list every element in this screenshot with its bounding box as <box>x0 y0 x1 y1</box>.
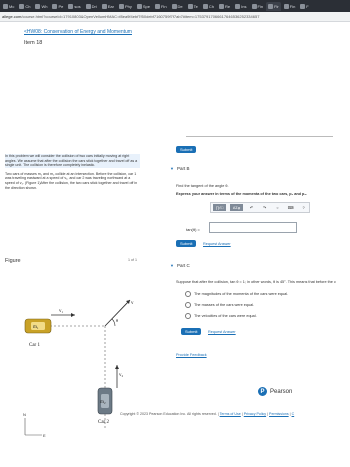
math-toolbar <box>210 202 310 213</box>
contact-link[interactable]: C <box>291 412 295 416</box>
reset-icon[interactable]: ○ <box>276 205 279 210</box>
figure-label: Figure <box>5 258 21 264</box>
browser-tab-bar <box>0 0 350 12</box>
car2-velocity-arrowhead <box>115 365 119 369</box>
browser-tab-label: Pe <box>58 3 64 9</box>
option-label: The velocities of the cars were equal. <box>194 314 257 318</box>
option-row[interactable] <box>185 291 288 297</box>
favicon-icon <box>119 4 124 9</box>
url-path: /course.html?courseId=17910803&OpenVellumHMAC=f8ea9f4ebf7f50debf7160759f7f7ab7#item=17537917066617646536252334657 <box>21 14 260 19</box>
browser-tab-label: Ear <box>107 3 114 9</box>
collapse-caret-icon: ▼ <box>170 166 174 171</box>
part-b-header[interactable] <box>170 166 189 171</box>
option-label: The masses of the cars were equal. <box>194 303 255 307</box>
provide-feedback-link[interactable]: Provide Feedback <box>176 353 207 357</box>
collapse-caret-icon: ▼ <box>170 263 174 268</box>
part-c-request-answer-link[interactable]: Request Answer <box>208 330 236 334</box>
favicon-icon <box>219 4 224 9</box>
part-b-submit-button[interactable]: Submit <box>176 240 196 247</box>
copyright-text: Copyright © 2023 Pearson Education Inc. All rights reserved. <box>120 412 217 416</box>
url-host: allege.com <box>2 14 22 19</box>
browser-tab[interactable] <box>84 2 99 11</box>
favicon-icon <box>3 4 8 9</box>
browser-tab-label: Wh <box>41 3 48 9</box>
option-row[interactable] <box>185 302 254 308</box>
favicon-icon <box>203 4 208 9</box>
part-c-question: Suppose that after the collision, tan θ = 1; in other words, θ is 45°. This means that before the c <box>176 280 336 284</box>
browser-tab[interactable] <box>217 2 232 11</box>
problem-intro: In this problem we will consider the collision of two cars initially moving at right angles. We assume that after the collision the cars stick together and travel off as a single unit. The collision is therefore completely inelastic. <box>5 154 140 168</box>
problem-statement <box>5 154 140 214</box>
browser-tab[interactable] <box>17 2 32 11</box>
browser-tab[interactable] <box>266 2 281 11</box>
part-a-submit-button[interactable]: Submit <box>176 146 196 153</box>
pearson-p-icon: P <box>258 387 267 396</box>
templates-button[interactable]: ∏√□ <box>213 204 226 211</box>
favicon-icon <box>188 4 193 9</box>
part-b-request-answer-link[interactable]: Request Answer <box>203 242 231 246</box>
browser-tab[interactable] <box>282 2 298 11</box>
answer-input[interactable] <box>209 222 297 233</box>
favicon-icon <box>19 4 24 9</box>
browser-tab-label: F <box>306 3 309 9</box>
favicon-icon <box>52 4 57 9</box>
m1-label: m₁ <box>33 325 39 330</box>
favicon-icon <box>35 4 40 9</box>
browser-tab-label: sos <box>74 3 81 9</box>
browser-tab[interactable] <box>100 2 116 11</box>
favicon-icon <box>268 4 273 9</box>
browser-tab[interactable] <box>33 2 49 11</box>
help-icon[interactable]: ? <box>302 205 305 210</box>
browser-tab[interactable] <box>233 2 248 11</box>
option-row[interactable] <box>185 313 257 319</box>
browser-tab[interactable] <box>50 2 65 11</box>
permissions-link[interactable]: Permissions <box>269 412 289 416</box>
address-bar[interactable] <box>0 12 350 22</box>
m2-label: m₂ <box>100 400 106 405</box>
radio-button[interactable] <box>185 302 191 308</box>
browser-tab[interactable] <box>298 2 310 11</box>
favicon-icon <box>235 4 240 9</box>
undo-icon[interactable]: ↶ <box>249 206 254 210</box>
browser-tab-label: Re <box>225 3 231 9</box>
browser-tab-label: Ch <box>208 3 215 9</box>
browser-tab-label: Spe <box>142 3 150 9</box>
favicon-icon <box>252 4 257 9</box>
footer: Copyright © 2023 Pearson Education Inc. All rights reserved. | Terms of Use | Privacy Policy | Permissions | C <box>120 412 295 416</box>
favicon-icon <box>86 4 91 9</box>
v1-label: v₁ <box>59 309 64 314</box>
figure-pager: 1 of 1 <box>128 258 137 262</box>
browser-tab-label: Ch <box>25 3 31 9</box>
v-final-label: v <box>131 301 134 306</box>
browser-tab-label: Te <box>193 3 198 9</box>
option-label: The magnitudes of the momenta of the cars were equal. <box>194 292 289 296</box>
browser-tab[interactable] <box>66 2 82 11</box>
browser-tab[interactable] <box>1 2 16 11</box>
favicon-icon <box>68 4 73 9</box>
part-b-label: Part B <box>176 166 190 171</box>
part-c-submit-button[interactable]: Submit <box>181 328 201 335</box>
car2-label: Car 2 <box>98 420 109 425</box>
item-title: Item 18 <box>24 40 43 46</box>
theta-label: θ <box>116 318 119 323</box>
theta-arc <box>112 319 115 326</box>
part-c-header[interactable] <box>170 263 190 268</box>
browser-tab[interactable] <box>153 2 169 11</box>
car1-velocity-arrowhead <box>71 313 75 317</box>
terms-link[interactable]: Terms of Use <box>219 412 241 416</box>
browser-tab[interactable] <box>170 2 185 11</box>
favicon-icon <box>300 4 305 9</box>
browser-tab[interactable] <box>250 2 266 11</box>
assignment-title-link[interactable]: <HW08: Conservation of Energy and Momentum <box>24 29 132 35</box>
favicon-icon <box>102 4 107 9</box>
compass-east-label: E <box>43 433 46 438</box>
favicon-icon <box>137 4 142 9</box>
v2-label: v₂ <box>119 373 124 378</box>
greek-symbols-button[interactable]: AΣφ <box>230 204 243 211</box>
favicon-icon <box>284 4 289 9</box>
radio-button[interactable] <box>185 313 191 319</box>
browser-tab[interactable] <box>117 2 134 11</box>
browser-tab-label: Phy <box>124 3 132 9</box>
redo-icon[interactable]: ↷ <box>262 206 267 210</box>
privacy-link[interactable]: Privacy Policy <box>243 412 267 416</box>
car1-label: Car 1 <box>29 343 40 348</box>
browser-tab[interactable] <box>201 2 216 11</box>
browser-tab[interactable] <box>135 2 152 11</box>
browser-tab-label: De <box>177 3 183 9</box>
browser-tab-label: Fin <box>160 3 167 9</box>
browser-tab[interactable] <box>186 2 200 11</box>
favicon-icon <box>155 4 160 9</box>
problem-details: Two cars of masses m₁ and m₂ collide at an intersection. Before the collision, car 1 was traveling eastward at a speed of v₁, and car 2 was traveling northward at a speed of v₂. (Figure 1)After the collision, the two cars stick together and travel off in the direction shown. <box>5 171 138 190</box>
part-a-answer-area <box>186 124 333 137</box>
part-b-question: Find the tangent of the angle θ. <box>176 184 229 188</box>
radio-button[interactable] <box>185 291 191 297</box>
pearson-logo <box>258 387 292 396</box>
collision-diagram <box>5 270 165 450</box>
browser-tab-label: Ins <box>241 3 247 9</box>
favicon-icon <box>172 4 177 9</box>
part-b-instruction: Express your answer in terms of the momenta of the two cars, p₁ and p₂. <box>176 192 308 196</box>
pearson-brand-name: Pearson <box>270 388 293 395</box>
browser-tab-label: Fin <box>257 3 264 9</box>
part-c-label: Part C <box>176 263 190 268</box>
browser-tab-label: Dri <box>91 3 97 9</box>
compass-north-label: N <box>23 412 26 417</box>
keyboard-icon[interactable]: ⌨ <box>287 206 294 210</box>
browser-tab-label: Fir <box>274 3 279 9</box>
answer-prefix: tan(θ) = <box>186 227 200 232</box>
browser-tab-label: Mc <box>9 3 15 9</box>
browser-tab-label: Fin <box>289 3 296 9</box>
